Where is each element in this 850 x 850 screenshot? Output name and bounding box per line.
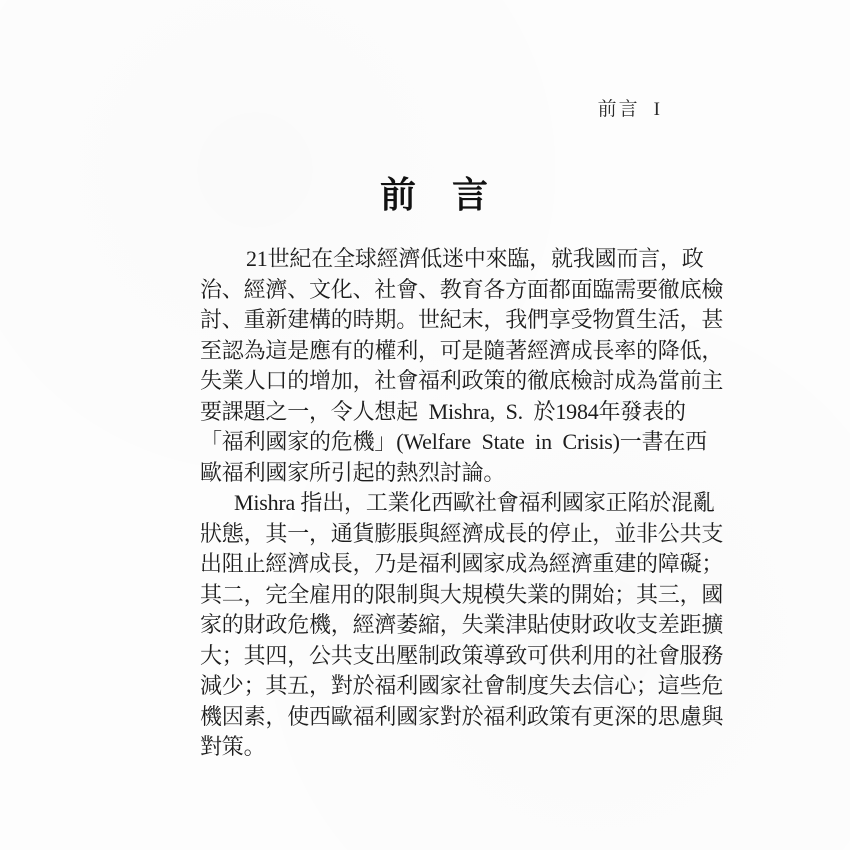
text-line: 狀態，其一，通貨膨脹與經濟成長的停止，並非公共支 — [200, 520, 724, 546]
text-line: 「福利國家的危機」(Welfare State in Crisis)一書在西 — [200, 429, 707, 454]
body-text — [200, 244, 724, 763]
text-line: 機因素，使西歐福利國家對於福利政策有更深的思慮與 — [200, 703, 724, 729]
text-line: 討、重新建構的時期。世紀末，我們享受物質生活，甚 — [200, 307, 724, 332]
text-line: Mishra 指出，工業化西歐社會福利國家正陷於混亂 — [234, 490, 715, 515]
header-section-label: 前言 — [597, 99, 640, 120]
text-line: 歐福利國家所引起的熱烈討論。 — [200, 459, 506, 485]
text-line: 大；其四，公共支出壓制政策導致可供利用的社會服務 — [200, 642, 724, 668]
running-header — [200, 99, 660, 121]
page-title: 前 言 — [379, 174, 488, 215]
text-line: 其二，完全雇用的限制與大規模失業的開始；其三，國 — [200, 581, 724, 607]
text-line: 治、經濟、文化、社會、教育各方面都面臨需要徹底檢 — [200, 276, 724, 302]
text-line: 要課題之一，令人想起 Mishra, S. 於1984年發表的 — [200, 398, 686, 424]
text-line: 對策。 — [200, 734, 266, 759]
text-line: 21世紀在全球經濟低迷中來臨，就我國而言，政 — [246, 246, 704, 271]
text-line: 家的財政危機，經濟萎縮，失業津貼使財政收支差距擴 — [200, 612, 724, 637]
text-line: 失業人口的增加，社會福利政策的徹底檢討成為當前主 — [200, 368, 724, 393]
text-line: 出阻止經濟成長，乃是福利國家成為經濟重建的障礙； — [200, 551, 724, 576]
page-number: I — [653, 99, 660, 120]
text-line: 至認為這是應有的權利，可是隨著經濟成長率的降低， — [200, 337, 724, 363]
text-line: 減少；其五，對於福利國家社會制度失去信心；這些危 — [200, 673, 724, 698]
